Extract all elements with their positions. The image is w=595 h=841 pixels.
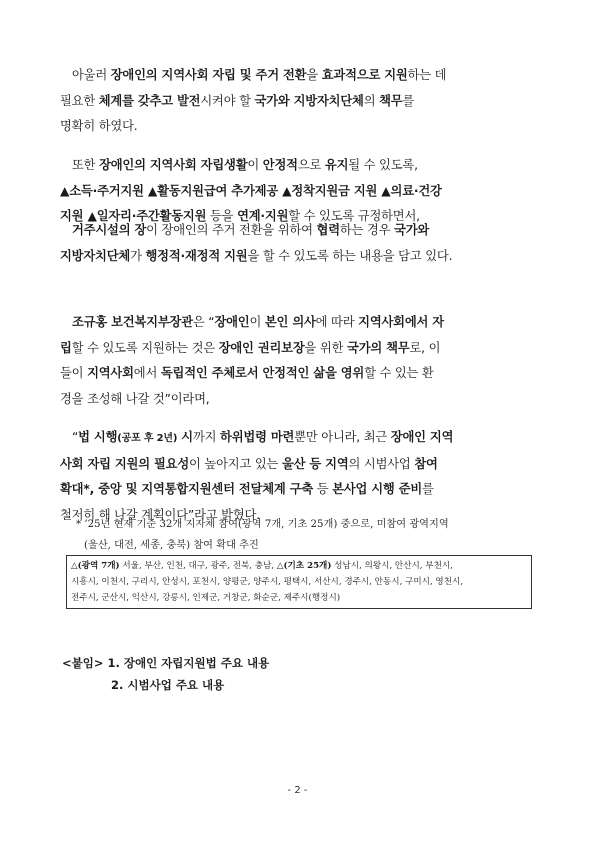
text-run: 할 수 있도록 지원하는 것은 <box>71 340 219 355</box>
attachment-1: <붙임> 1. 장애인 자립지원법 주요 내용 <box>62 656 270 670</box>
text-run-bold: 립 <box>60 340 72 355</box>
text-run-bold: 사회 자립 지원의 필요성 <box>60 456 190 471</box>
paragraph-2-line-2: ▲소득·주거지원 ▲활동지원급여 추가제공 ▲정착지원금 지원 ▲의료·건강 <box>60 183 442 198</box>
paragraph-1-line-3: 명확히 하였다. <box>60 119 138 133</box>
text-run-bold: 국가와 지방자치단체 <box>254 93 364 108</box>
text-run: 을 <box>306 68 322 82</box>
text-run-bold: 본인 의사 <box>264 315 316 329</box>
footnote <box>76 514 546 556</box>
paragraph-5-line-4: 철저히 해 나갈 계획이다”라고 밝혔다. <box>60 507 260 522</box>
box-line-2: 시흥시, 이천시, 구리시, 안성시, 포천시, 양평군, 양주시, 평택시, 서산시, 경주시, 안동시, 구미시, 영천시, <box>71 577 464 587</box>
text-run: “ <box>72 430 79 444</box>
text-run-bold: 지원 ▲일자리·주간활동지원 <box>60 209 207 223</box>
text-run-bold: 체계를 갖추고 발전 <box>98 93 201 108</box>
text-run: 이 <box>247 158 263 172</box>
text-run-bold: 장애인의 지역사회 자립 및 주거 전환 <box>110 68 307 82</box>
footnote-line-1: * ’25년 현재 기준 32개 지자체 참여(광역 7개, 기초 25개) 중으로, 미참여 광역지역 <box>76 519 449 530</box>
paragraph-4-line-2 <box>60 336 538 362</box>
text-run: 으로 <box>297 158 325 172</box>
text-run-bold: 국가와 <box>394 223 430 237</box>
text-run: 하는 데 <box>407 68 447 82</box>
text-run-bold: 시 <box>177 430 193 444</box>
text-run: 할 수 있는 환 <box>364 366 434 380</box>
text-run: 이 높아지고 있는 <box>189 456 282 471</box>
text-run-bold: 거주시설의 장 <box>72 223 147 237</box>
text-run: 를 <box>402 93 415 108</box>
paragraph-1-line-2 <box>60 89 538 115</box>
text-run-bold: 장애인 권리보장 <box>218 340 305 355</box>
text-run: 까지 <box>192 430 221 444</box>
paragraph-1-line-1 <box>60 63 538 89</box>
text-run: 아울러 <box>72 68 111 82</box>
text-run-bold: △(광역 7개) <box>71 561 120 571</box>
text-run: 뿐만 아니라, 최근 <box>294 430 391 444</box>
paragraph-5 <box>60 425 538 528</box>
text-run: 로, 이 <box>409 340 441 355</box>
text-run-bold: 유지 <box>324 158 349 172</box>
text-run-bold: 독립적인 주체로서 안정적인 삶을 영위 <box>160 366 365 380</box>
paragraph-4 <box>60 310 538 412</box>
paragraph-2-line-1 <box>60 153 538 179</box>
text-run: 서울, 부산, 인천, 대구, 광주, 전북, 충남, △ <box>119 561 284 571</box>
text-run: 이 장애인의 주거 전환을 위하여 <box>146 223 317 237</box>
text-run: 또한 <box>72 158 100 172</box>
box-line-1 <box>71 558 527 574</box>
text-run-bold: 참여 <box>414 456 438 471</box>
paragraph-4-line-3 <box>60 361 538 387</box>
attachment-2: 2. 시범사업 주요 내용 <box>111 678 225 692</box>
text-run: 에 따라 <box>315 315 359 329</box>
paragraph-4-line-4: 경을 조성해 나갈 것”이라며, <box>60 391 210 406</box>
text-run-bold: 법 시행 <box>78 430 118 444</box>
text-run-bold: 장애인의 지역사회 자립생활 <box>99 158 248 172</box>
text-run-bold: 조규홍 보건복지부장관 <box>72 315 193 329</box>
text-run-bold: 지역사회에서 자 <box>358 315 444 329</box>
text-run: 할 수 있도록 규정하면서, <box>288 209 420 223</box>
text-run: 등 <box>313 482 333 496</box>
text-run: 의 시범사업 <box>348 456 415 471</box>
paragraph-3 <box>60 218 538 269</box>
text-run-bold: 연계·지원 <box>237 209 289 223</box>
paragraph-5-line-2 <box>60 452 538 478</box>
text-run-bold: 책무 <box>379 93 403 108</box>
text-run-bold: 안정적 <box>262 158 298 172</box>
text-run-bold: 협력 <box>316 223 340 237</box>
attachments <box>62 652 269 696</box>
page-number: - 2 - <box>287 785 308 796</box>
text-run-bold: 울산 등 지역 <box>281 456 349 471</box>
text-run: 시켜야 할 <box>200 93 255 108</box>
paragraph-5-line-1 <box>60 425 538 452</box>
text-run: 가 <box>130 248 146 263</box>
text-run: 이 <box>249 315 265 329</box>
paragraph-1 <box>60 63 538 140</box>
text-run: 등을 <box>206 209 238 223</box>
text-run-bold: 행정적·재정적 지원 <box>145 248 248 263</box>
text-run: 하는 경우 <box>339 223 395 237</box>
text-run-bold: 장애인 지역 <box>390 430 454 444</box>
text-run-bold: 지역사회 <box>87 366 134 380</box>
text-run: 를 <box>422 482 434 496</box>
text-run: 을 할 수 있도록 하는 내용을 담고 있다. <box>247 248 453 263</box>
footnote-line-2: (울산, 대전, 세종, 충북) 참여 확대 추진 <box>84 540 259 551</box>
text-run-bold: 국가의 책무 <box>347 340 410 355</box>
text-run: 에서 <box>133 366 161 380</box>
text-run-bold: 장애인 <box>214 315 250 329</box>
paragraph-5-line-3 <box>60 477 538 503</box>
text-run-bold: (기초 25개) <box>283 561 332 571</box>
text-run: 을 위한 <box>304 340 348 355</box>
text-run-bold: 확대*, 중앙 및 지역통합지원센터 전달체계 구축 <box>60 482 314 496</box>
text-run-bold: 본사업 시행 준비 <box>332 482 423 496</box>
text-run: 될 수 있도록, <box>348 158 418 172</box>
text-run-bold: (공포 후 2년) <box>117 433 178 444</box>
text-run: 들이 <box>60 366 88 380</box>
text-run-bold: 하위법령 마련 <box>220 430 295 444</box>
paragraph-4-line-1 <box>60 310 538 336</box>
box-line-3: 전주시, 군산시, 익산시, 강릉시, 인제군, 거창군, 화순군, 제주시(행정시) <box>71 593 341 603</box>
participating-regions-box <box>66 555 532 609</box>
text-run-bold: 효과적으로 지원 <box>321 68 408 82</box>
text-run: 의 <box>363 93 380 108</box>
paragraph-3-line-2 <box>60 244 538 270</box>
text-run: 은 “ <box>192 315 215 329</box>
text-run-bold: 지방자치단체 <box>60 248 131 263</box>
paragraph-3-line-1 <box>60 218 538 244</box>
text-run: 필요한 <box>60 93 99 108</box>
text-run: 성남시, 의왕시, 안산시, 부천시, <box>331 561 453 571</box>
